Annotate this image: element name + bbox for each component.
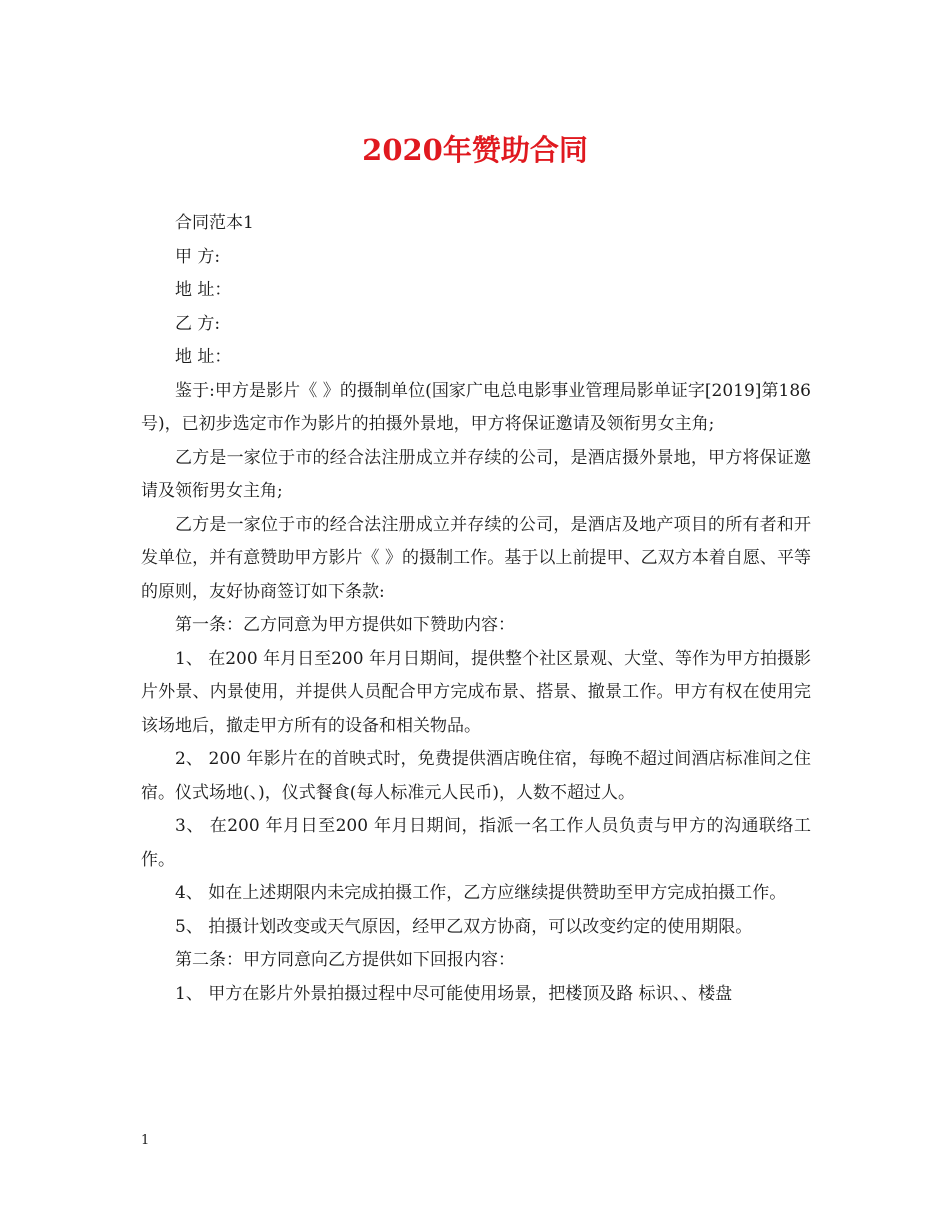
paragraph-whereas: 鉴于:甲方是影片《 》的摄制单位(国家广电总电影事业管理局影单证字[2019]第186号)，已初步选定市作为影片的拍摄外景地，甲方将保证邀请及领衔男女主角; [141,380,811,434]
paragraph-article-1-item-4: 4、 如在上述期限内未完成拍摄工作，乙方应继续提供赞助至甲方完成拍摄工作。 [175,883,787,903]
paragraph-party-a-address: 地 址： [175,280,232,300]
paragraph-article-2-item-1: 1、 甲方在影片外景拍摄过程中尽可能使用场景，把楼顶及路 标识、、楼盘 [175,983,733,1004]
page-number: 1 [141,1133,150,1148]
paragraph-template-label: 合同范本1 [175,213,254,233]
paragraph-party-a: 甲 方: [175,246,221,267]
document-body [141,207,811,1011]
paragraph-article-1-heading: 第一条：乙方同意为甲方提供如下赞助内容： [175,615,515,635]
paragraph-party-b-intro-1: 乙方是一家位于市的经合法注册成立并存续的公司，是酒店摄外景地，甲方将保证邀请及领衔男女主角; [141,447,811,501]
paragraph-article-2-heading: 第二条：甲方同意向乙方提供如下回报内容： [175,950,515,970]
paragraph-article-1-item-3: 3、 在200 年月日至200 年月日期间，指派一名工作人员负责与甲方的沟通联络工作。 [141,816,811,870]
paragraph-party-b: 乙 方: [175,313,221,334]
paragraph-article-1-item-2: 2、 200 年影片在的首映式时，免费提供酒店晚住宿，每晚不超过间酒店标准间之住宿。仪式场地(、)，仪式餐食(每人标准元人民币)，人数不超过人。 [141,749,811,803]
paragraph-article-1-item-5: 5、 拍摄计划改变或天气原因，经甲乙双方协商，可以改变约定的使用期限。 [175,916,753,937]
paragraph-article-1-item-1: 1、 在200 年月日至200 年月日期间，提供整个社区景观、大堂、等作为甲方拍摄影片外景、内景使用，并提供人员配合甲方完成布景、搭景、撤景工作。甲方有权在使用完该场地后，撤走甲方所有的设备和相关物品。 [141,648,811,736]
document-title: 2020年赞助合同 [362,133,588,167]
paragraph-party-b-address: 地 址： [175,347,232,367]
paragraph-party-b-intro-2: 乙方是一家位于市的经合法注册成立并存续的公司，是酒店及地产项目的所有者和开发单位，并有意赞助甲方影片《 》的摄制工作。基于以上前提甲、乙双方本着自愿、平等的原则，友好协商签订如下条款: [141,514,811,602]
